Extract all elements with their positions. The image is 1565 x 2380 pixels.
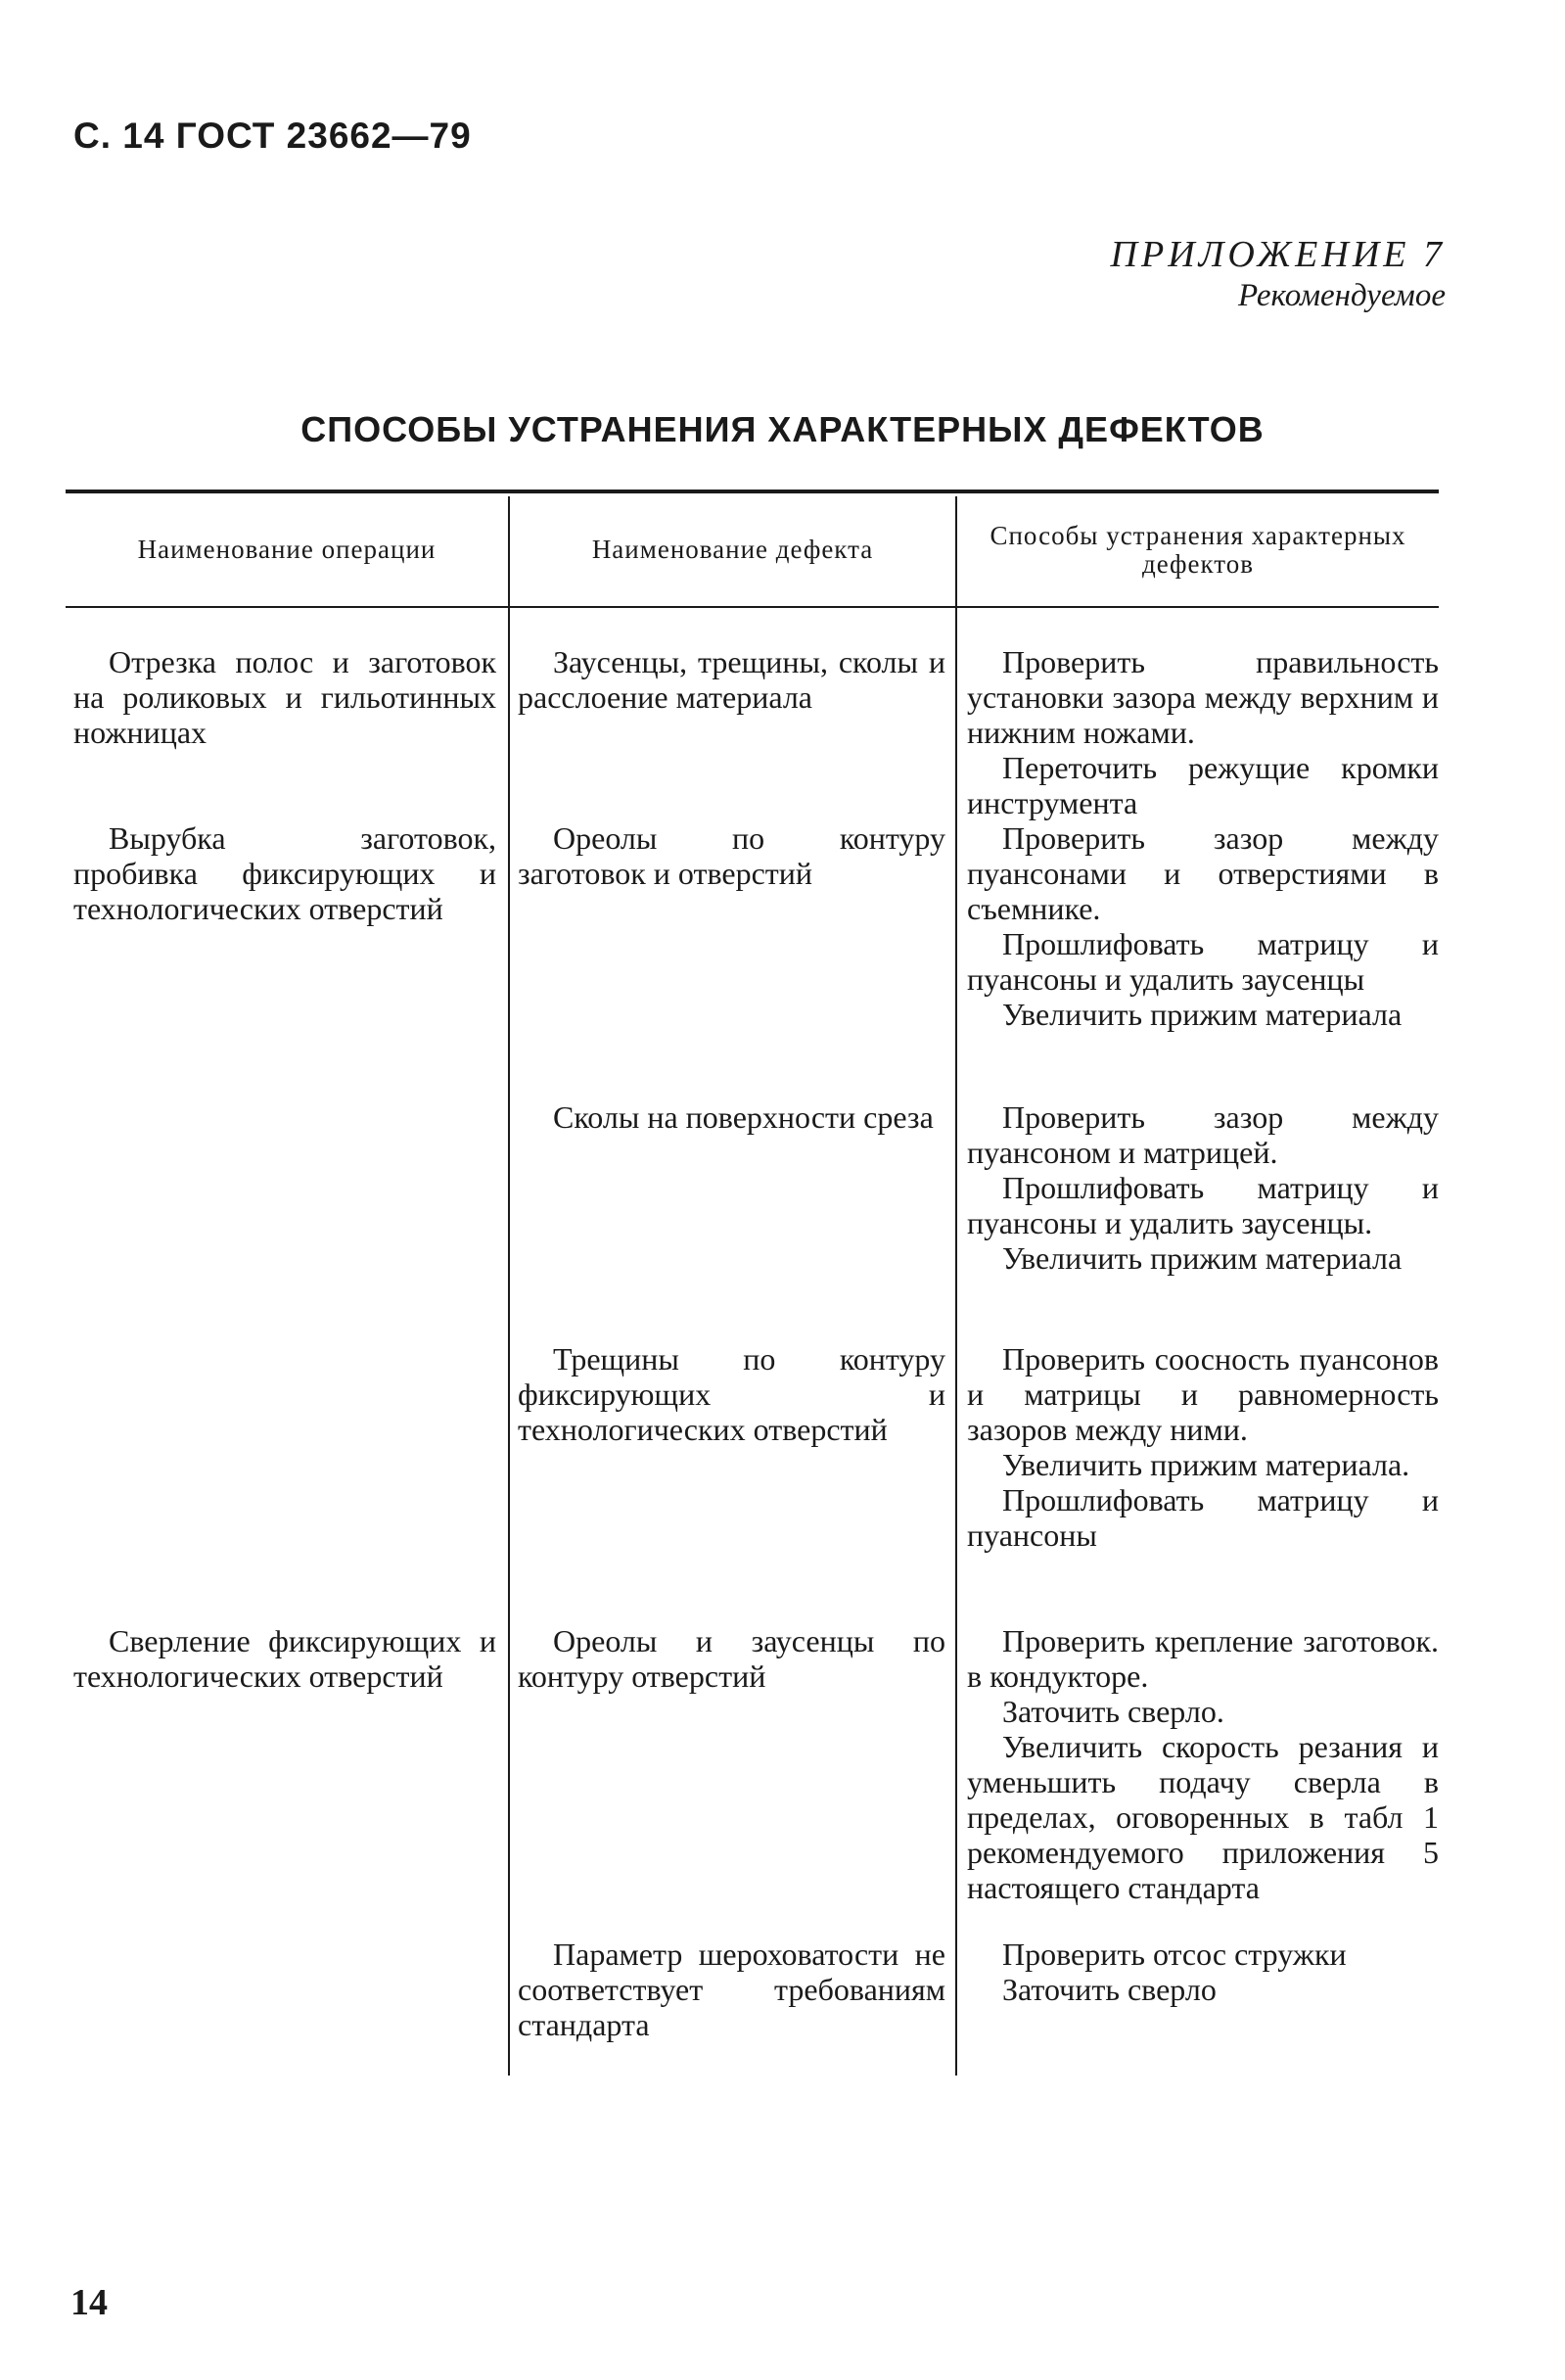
remedy-item: Прошлифовать матрицу и пуансоны и удалить заусенцы. — [967, 1170, 1439, 1240]
defect-halos: Ореолы по контуру заготовок и отверстий — [518, 820, 945, 891]
header-remedy: Способы устранения характерных дефектов — [990, 520, 1406, 579]
remedy-group-1 — [967, 644, 1439, 820]
table-header-rule — [66, 606, 1439, 608]
operation-blanking: Вырубка заготовок, пробивка фиксирующих и технологических отверстий — [73, 820, 496, 926]
operation-cutting: Отрезка полос и заготовок на роликовых и гильотинных ножницах — [73, 644, 496, 750]
header-defect: Наименование дефекта — [591, 535, 874, 564]
remedy-item: Заточить сверло. — [1002, 1694, 1224, 1729]
defect-roughness: Параметр шероховатости не соответствует требованиям стандарта — [518, 1937, 945, 2042]
operation-drilling: Сверление фиксирующих и технологических отверстий — [73, 1623, 496, 1694]
appendix-status: Рекомендуемое — [1237, 278, 1446, 313]
remedy-item: Проверить зазор между пуансоном и матрицей. — [967, 1099, 1439, 1170]
remedy-group-6 — [967, 1937, 1439, 2007]
defect-burrs-cracks: Заусенцы, трещины, сколы и расслоение материала — [518, 644, 945, 715]
column-divider-1 — [508, 496, 510, 2076]
remedy-item: Увеличить скорость резания и уменьшить подачу сверла в пределах, оговоренных в табл 1 рекомендуемого приложения 5 настоящего стандарта — [967, 1729, 1439, 1905]
remedy-group-4 — [967, 1341, 1439, 1553]
remedy-item: Увеличить прижим материала. — [1002, 1447, 1410, 1482]
remedy-item: Увеличить прижим материала — [1002, 1240, 1403, 1276]
remedy-item: Переточить режущие кромки инструмента — [967, 750, 1439, 820]
remedy-group-5 — [967, 1623, 1439, 1905]
appendix-label-block — [1111, 233, 1446, 314]
remedy-item: Увеличить прижим материала — [1002, 997, 1403, 1032]
remedy-group-2 — [967, 820, 1439, 1032]
remedy-item: Прошлифовать матрицу и пуансоны и удалить заусенцы — [967, 926, 1439, 997]
remedy-item: Прошлифовать матрицу и пуансоны — [967, 1482, 1439, 1553]
defect-halos-burrs-holes: Ореолы и заусенцы по контуру отверстий — [518, 1623, 945, 1694]
defect-chips-cut-surface: Сколы на поверхности среза — [553, 1099, 934, 1135]
page-number: 14 — [70, 2282, 108, 2323]
remedy-item: Проверить крепление заготовок. в кондукторе. — [967, 1623, 1439, 1694]
column-divider-2 — [955, 496, 957, 2076]
page-title: СПОСОБЫ УСТРАНЕНИЯ ХАРАКТЕРНЫХ ДЕФЕКТОВ — [300, 409, 1265, 449]
header-operation: Наименование операции — [137, 535, 437, 564]
running-head: С. 14 ГОСТ 23662—79 — [73, 116, 472, 156]
appendix-number: ПРИЛОЖЕНИЕ 7 — [1110, 234, 1446, 275]
remedy-item: Заточить сверло — [1002, 1972, 1217, 2007]
remedy-group-3 — [967, 1099, 1439, 1276]
remedy-item: Проверить зазор между пуансонами и отверстиями в съемнике. — [967, 820, 1439, 926]
table-top-rule — [66, 490, 1439, 493]
remedy-item: Проверить отсос стружки — [1002, 1937, 1347, 1972]
defect-cracks-holes: Трещины по контуру фиксирующих и технологических отверстий — [518, 1341, 945, 1447]
remedy-item: Проверить правильность установки зазора между верхним и нижним ножами. — [967, 644, 1439, 750]
remedy-item: Проверить соосность пуансонов и матрицы и равномерность зазоров между ними. — [967, 1341, 1439, 1447]
